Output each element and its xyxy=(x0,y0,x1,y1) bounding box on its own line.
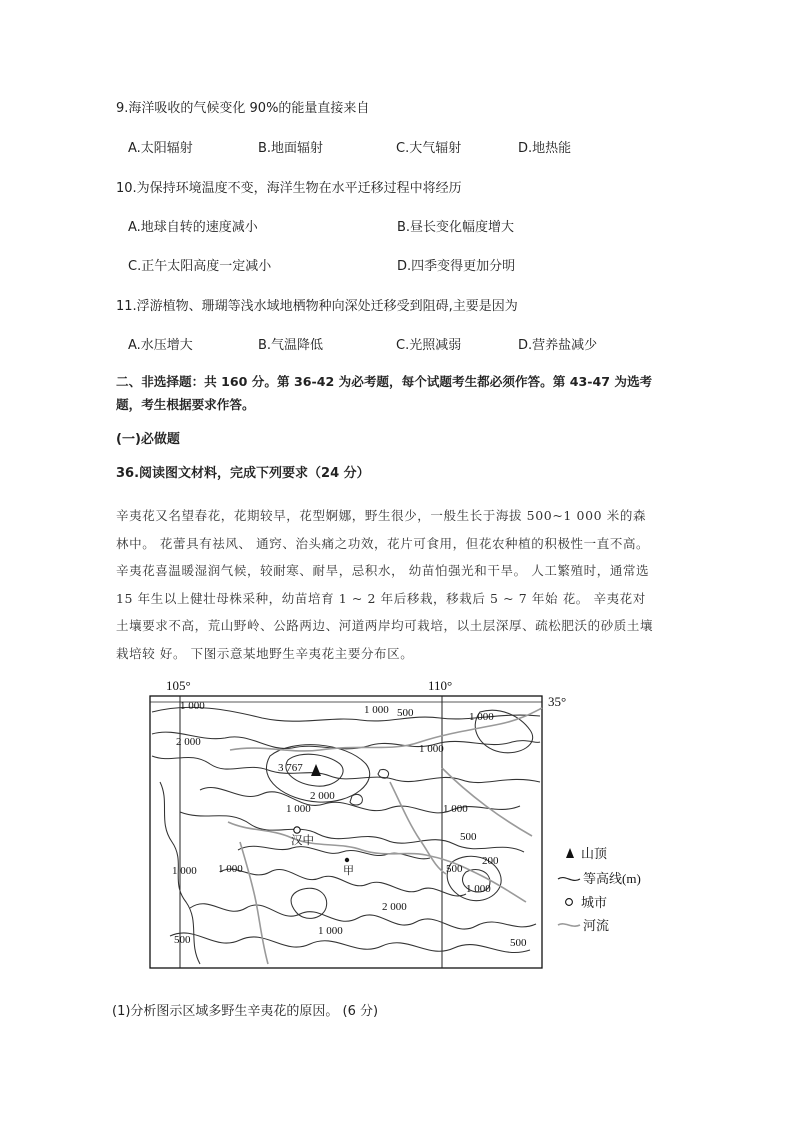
legend-label: 等高线(m) xyxy=(583,871,641,886)
q11-option-c: C.光照减弱 xyxy=(396,338,462,353)
contour-line xyxy=(238,846,430,859)
legend-city-icon xyxy=(566,899,573,906)
legend xyxy=(558,846,641,933)
passage xyxy=(116,502,686,667)
legend-label: 城市 xyxy=(581,895,608,910)
q9-option-a: A.太阳辐射 xyxy=(128,141,193,156)
q11-option-a: A.水压增大 xyxy=(128,338,193,353)
contour-label: 1 000 xyxy=(469,711,494,723)
q11-option-b: B.气温降低 xyxy=(258,338,324,353)
q10-stem: 10.为保持环境温度不变，海洋生物在水平迁移过程中将经历 xyxy=(116,181,462,196)
q10-option-b: B.昼长变化幅度增大 xyxy=(397,220,515,235)
contour-label: 500 xyxy=(174,934,191,946)
section2-heading-line1: 二、非选择题：共 160 分。第 36-42 为必考题，每个试题考生都必须作答。第 43-47 为选考 xyxy=(116,374,653,389)
contour-line xyxy=(152,732,540,749)
map-frame xyxy=(150,696,542,968)
required-section-label: (一)必做题 xyxy=(116,432,180,447)
contour-line xyxy=(190,904,536,929)
peak-triangle-icon xyxy=(311,764,321,776)
contour-label: 1 000 xyxy=(180,700,205,712)
contour-label: 3 767 xyxy=(278,762,303,774)
river-line xyxy=(240,842,268,964)
passage-line: 林中。 花蕾具有祛风、 通窍、治头痛之功效，花片可食用，但花农种植的积极性一直不高。 xyxy=(116,535,650,551)
contour-label: 500 xyxy=(446,863,463,875)
q36-title: 36.阅读图文材料，完成下列要求（24 分） xyxy=(116,466,370,481)
passage-line: 15 年生以上健壮母株采种，幼苗培育 1 ~ 2 年后移栽，移栽后 5 ~ 7 年始 花。 辛夷花对 xyxy=(116,590,646,606)
sub-question-1: (1)分析图示区域多野生辛夷花的原因。 (6 分) xyxy=(112,1004,379,1019)
contour-label: 500 xyxy=(460,831,477,843)
passage-line: 栽培较 好。 下图示意某地野生辛夷花主要分布区。 xyxy=(116,645,414,661)
section2-heading-line2: 题，考生根据要求作答。 xyxy=(116,397,255,412)
contour-label: 1 000 xyxy=(419,743,444,755)
q11-option-d: D.营养盐减少 xyxy=(518,338,598,353)
city-hanzhong-icon xyxy=(294,827,300,833)
contour-line xyxy=(152,756,540,783)
passage-line: 辛夷花喜温暖湿润气候，较耐寒、耐旱，忌积水， 幼苗怕强光和干旱。 人工繁殖时，通常选 xyxy=(116,563,650,578)
passage-line: 土壤要求不高，荒山野岭、公路两边、河道两岸均可栽培，以土层深厚、疏松肥沃的砂质土壤 xyxy=(116,618,654,633)
contour-label: 1 000 xyxy=(318,925,343,937)
contour-label: 汉中 xyxy=(291,835,314,847)
legend-peak-icon xyxy=(566,848,574,858)
contour-label: 1 000 xyxy=(364,704,389,716)
q11-stem: 11.浮游植物、珊瑚等浅水域地栖物种向深处迁移受到阻碍,主要是因为 xyxy=(116,299,518,314)
contour-label: 甲 xyxy=(343,865,354,877)
q9-stem: 9.海洋吸收的气候变化 90%的能量直接来自 xyxy=(116,101,370,116)
contour-label: 2 000 xyxy=(176,736,201,748)
contour-label: 2 000 xyxy=(310,790,335,802)
contour-line xyxy=(350,794,362,805)
legend-contour-icon xyxy=(558,878,580,881)
q10-option-d: D.四季变得更加分明 xyxy=(397,259,516,274)
contour-line xyxy=(200,788,520,813)
contour-lines xyxy=(152,707,540,964)
q10-option-a: A.地球自转的速度减小 xyxy=(128,220,258,235)
lon-label-110: 110° xyxy=(428,678,453,693)
river-line xyxy=(390,782,446,874)
contour-label: 1 000 xyxy=(172,865,197,877)
q10-option-c: C.正午太阳高度一定减小 xyxy=(128,259,272,274)
contour-label: 1 000 xyxy=(218,863,243,875)
contour-label: 1 000 xyxy=(466,883,491,895)
contour-label: 500 xyxy=(397,707,414,719)
q9-option-b: B.地面辐射 xyxy=(258,141,324,156)
contour-label: 1 000 xyxy=(286,803,311,815)
legend-label: 河流 xyxy=(583,918,610,933)
lon-label-105: 105° xyxy=(166,678,191,693)
lat-label-35: 35° xyxy=(548,694,567,709)
distribution-map xyxy=(0,672,794,992)
rivers xyxy=(228,708,542,964)
passage-line: 辛夷花又名望春花，花期较早，花型婀娜，野生很少，一般生长于海拔 500~1 000 米的森 xyxy=(116,508,647,523)
contour-line xyxy=(170,933,530,953)
legend-label: 山顶 xyxy=(581,846,608,861)
contour-label: 200 xyxy=(482,855,499,867)
q9-option-d: D.地热能 xyxy=(518,141,572,156)
q9-option-c: C.大气辐射 xyxy=(396,141,462,156)
contour-label: 2 000 xyxy=(382,901,407,913)
contour-label: 1 000 xyxy=(443,803,468,815)
jia-point-icon xyxy=(345,858,349,862)
contour-label: 500 xyxy=(510,937,527,949)
legend-river-icon xyxy=(558,924,580,926)
